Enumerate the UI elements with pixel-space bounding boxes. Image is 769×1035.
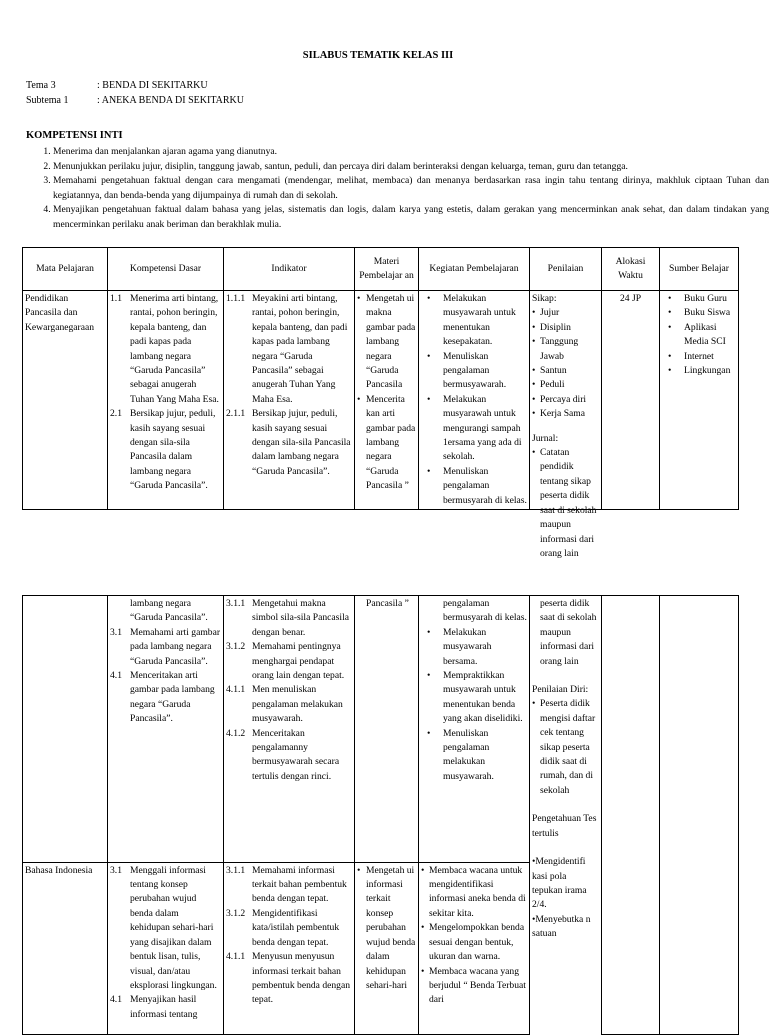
cell-mapel-bindo: Bahasa Indonesia <box>25 864 93 876</box>
header-kegiatan: Kegiatan Pembelajaran <box>419 248 530 291</box>
list-item: • Jujur <box>532 306 599 320</box>
list-item: • Mencerita kan arti gambar pada lambang negara “Garuda Pancasila ” <box>357 393 416 494</box>
item-text: Menceritakan arti gambar pada lambang negara “Garuda Pancasila”. <box>130 670 215 725</box>
item-text: Bersikap jujur, peduli, kasih sayang sesuai dengan sila-sila Pancasila dalam lambang negara “Garuda Pancasila”. <box>252 408 351 477</box>
item-text: Mengetah ui makna gambar pada lambang negara “Garuda Pancasila <box>366 293 416 391</box>
list-item: • Menuliskan pengalaman bermusyawarah. <box>421 350 527 393</box>
penilaian-item: •Mengidentifi kasi pola tepukan irama 2/4. <box>532 856 587 911</box>
list-item: • Peserta didik mengisi daftar cek tentang sikap peserta didik saat di rumah, dan di sekolah <box>532 697 599 798</box>
header-alokasi: Alokasi Waktu <box>602 248 660 291</box>
cell-kd-bindo <box>110 864 221 1029</box>
list-item <box>421 597 527 626</box>
item-text: Mengelompokkan benda sesuai dengan bentuk, ukuran dan warna. <box>429 922 525 963</box>
item-text: Peduli <box>540 379 565 391</box>
cell-kegiatan-bindo <box>421 864 527 1029</box>
cell-kegiatan-ppkn-cont <box>421 597 527 854</box>
item-text: Internet <box>684 350 714 362</box>
item-text: Menyajikan hasil informasi tentang <box>130 994 198 1020</box>
cell-kegiatan-ppkn <box>421 292 527 504</box>
item-text: Membaca wacana yang berjudul “ Benda Terbuat dari <box>429 965 526 1006</box>
item-text: Mempraktikkan musyawarah untuk menentukan benda yang akan diselidiki. <box>443 670 523 725</box>
item-text-continued: Pancasila ” <box>366 598 409 609</box>
header-indikator: Indikator <box>224 248 355 291</box>
item-text: Disiplin <box>540 321 571 333</box>
header-mapel: Mata Pelajaran <box>23 248 108 291</box>
syllabus-table-part1 <box>22 247 739 559</box>
item-text: Catatan pendidik tentang sikap peserta didik saat di sekolah maupun informasi dari orang lain <box>540 447 597 559</box>
item-text: Bersikap jujur, peduli, kasih sayang sesuai dengan sila-sila Pancasila dalam lambang negara “Garuda Pancasila”. <box>130 408 216 492</box>
list-item: • Tanggung Jawab <box>532 335 599 364</box>
list-item: 2. Menunjukkan perilaku jujur, disiplin, tanggung jawab, santun, peduli, dan percaya diri dalam berinteraksi dengan keluarga, teman, guru dan tetangga. <box>53 160 769 175</box>
item-text: Memahami pentingnya menghargai pendapat orang lain dengan tepat. <box>252 641 345 682</box>
list-item <box>110 597 221 626</box>
item-text: Buku Guru <box>684 293 727 304</box>
item-text-continued: peserta didik saat di sekolah maupun informasi dari orang lain <box>540 598 597 667</box>
item-text: Aplikasi Media SCI <box>684 321 726 348</box>
item-text: Menyusun menyusun informasi terkait bahan pembentuk benda dengan tepat. <box>252 951 351 1006</box>
list-item: • Mengelompokkan benda sesuai dengan bentuk, ukuran dan warna. <box>421 921 527 964</box>
cell-kd-ppkn-cont <box>110 597 221 854</box>
list-item <box>226 640 352 683</box>
item-number: 1.1 <box>110 293 122 304</box>
list-item: • Membaca wacana untuk mengidentifikasi informasi aneka benda di sekitar kita. <box>421 864 527 922</box>
list-item: • Lingkungan <box>662 364 736 378</box>
list-item: • Aplikasi Media SCI <box>662 321 736 350</box>
subtema-value: : ANEKA BENDA DI SEKITARKU <box>97 95 244 106</box>
list-item: • Menuliskan pengalaman bermusyarah di kelas. <box>421 465 527 508</box>
item-number: 4.1.2 <box>226 727 246 739</box>
list-item: 1. Menerima dan menjalankan ajaran agama yang dianutnya. <box>53 145 769 160</box>
list-item <box>110 993 221 1022</box>
list-item <box>226 864 352 907</box>
list-item <box>226 683 352 726</box>
penilaian-sikap-label: Sikap: <box>532 293 557 304</box>
item-number: 4.1.1 <box>226 951 246 963</box>
list-item: • Kerja Sama <box>532 407 599 421</box>
cell-materi-ppkn <box>357 292 416 504</box>
list-item: • Santun <box>532 364 599 378</box>
list-item: • Disiplin <box>532 321 599 335</box>
list-item: • Melakukan musyawarah bersama. <box>421 626 527 669</box>
list-item: • Percaya diri <box>532 393 599 407</box>
list-item: • Internet <box>662 350 736 364</box>
item-number: 4.1 <box>110 994 122 1006</box>
item-number: 3.1.2 <box>226 907 246 919</box>
penilaian-jurnal-label: Jurnal: <box>532 432 559 444</box>
cell-indikator-ppkn-cont <box>226 597 352 854</box>
item-number: 3.1 <box>110 864 122 876</box>
list-item <box>110 669 221 727</box>
document-title: SILABUS TEMATIK KELAS III <box>302 50 454 61</box>
item-text: Menerima arti bintang, rantai, pohon beringin, kepala banteng, dan padi kapas pada lambang negara “Garuda Pancasila” sebagai anugerah Tuhan Yang Maha Esa. <box>130 293 219 405</box>
cell-indikator-bindo <box>226 864 352 1029</box>
cell-mapel-ppkn: Pendidikan Pancasila dan Kewarganegaraan <box>25 293 95 333</box>
list-item: 3. Memahami pengetahuan faktual dengan cara mengamati (mendengar, melihat, membaca) dan menanya berdasarkan rasa ingin tahu tentang dirinya, makhluk ciptaan Tuhan dan kegiatannya, dan benda-benda yang dijumpainya di rumah dan di sekolah. <box>53 174 769 203</box>
item-text: Memahami informasi terkait bahan pembentuk benda dengan tepat. <box>252 864 347 905</box>
list-item: • Mengetah ui informasi terkait konsep perubahan wujud benda dalam kehidupan sehari-hari <box>357 864 416 994</box>
kompetensi-inti-heading: KOMPETENSI INTI <box>26 130 123 141</box>
item-text: Menuliskan pengalaman bermusyawarah. <box>443 350 507 391</box>
item-text: Menceritakan pengalamanny bermusyawarah secara tertulis dengan rinci. <box>252 727 340 782</box>
list-item: • Mempraktikkan musyawarah untuk menentukan benda yang akan diselidiki. <box>421 669 527 727</box>
item-text: Tanggung Jawab <box>540 336 579 362</box>
cell-penilaian-cont <box>532 597 599 1017</box>
list-item <box>110 626 221 669</box>
syllabus-table-part2 <box>22 595 739 1035</box>
header-penilaian: Penilaian <box>530 248 602 291</box>
item-number: 3.1.1 <box>226 864 246 876</box>
header-sumber: Sumber Belajar <box>660 248 739 291</box>
list-item: • Mengetah ui makna gambar pada lambang negara “Garuda Pancasila <box>357 292 416 393</box>
kompetensi-inti-list <box>26 145 769 232</box>
list-item: • Peduli <box>532 378 599 392</box>
item-text: Jujur <box>540 307 560 319</box>
item-text: Menuliskan pengalaman bermusyarah di kelas. <box>443 465 527 506</box>
item-text: Buku Siswa <box>684 307 731 319</box>
item-number: 4.1 <box>110 670 122 682</box>
penilaian-pengetahuan-label: Pengetahuan Tes tertulis <box>532 813 597 839</box>
item-text: Meyakini arti bintang, rantai, pohon beringin, kepala banteng, dan padi kapas pada lambang negara “Garuda Pancasila” sebagai anugerah Tuhan Yang Maha Esa. <box>252 293 348 405</box>
cell-indikator-ppkn <box>226 292 352 504</box>
list-item: • Membaca wacana yang berjudul “ Benda Terbuat dari <box>421 965 527 1008</box>
list-item <box>226 407 352 479</box>
item-text: Mengetah ui informasi terkait konsep perubahan wujud benda dalam kehidupan sehari-hari <box>366 864 416 991</box>
list-item: • Buku Guru <box>662 292 736 306</box>
item-text-continued: lambang negara “Garuda Pancasila”. <box>130 598 208 624</box>
item-text: Percaya diri <box>540 393 587 405</box>
item-text: Melakukan musyarawah untuk mengurangi sampah 1ersama yang ada di sekolah. <box>443 393 522 463</box>
list-item: • Menuliskan pengalaman melakukan musyawarah. <box>421 727 527 785</box>
tema-label: Tema 3 <box>26 80 56 91</box>
item-text: Mengetahui makna simbol sila-sila Pancasila dengan benar. <box>252 598 349 638</box>
list-item <box>226 907 352 950</box>
item-text: Melakukan musyawarah untuk menentukan kesepakatan. <box>443 293 516 348</box>
item-number: 2.1 <box>110 408 122 420</box>
item-text-continued: pengalaman bermusyarah di kelas. <box>443 598 527 624</box>
list-item: • Melakukan musyawarah untuk menentukan kesepakatan. <box>421 292 527 350</box>
list-item <box>226 950 352 1008</box>
list-item <box>226 597 352 640</box>
list-item <box>532 597 599 669</box>
subtema-label: Subtema 1 <box>26 95 69 106</box>
item-number: 2.1.1 <box>226 408 246 420</box>
item-text: Membaca wacana untuk mengidentifikasi informasi aneka benda di sekitar kita. <box>429 864 526 919</box>
item-number: 3.1.1 <box>226 598 246 609</box>
cell-materi-ppkn-cont <box>357 597 416 854</box>
list-item: • Buku Siswa <box>662 306 736 320</box>
header-materi: Materi Pembelajar an <box>355 248 419 291</box>
list-item <box>110 864 221 994</box>
list-item: 4. Menyajikan pengetahuan faktual dalam bahasa yang jelas, sistematis dan logis, dalam karya yang estetis, dalam gerakan yang mencerminkan anak sehat, dan dalam tindakan yang mencerminkan perilaku anak beriman dan berakhlak mulia. <box>53 203 769 232</box>
item-number: 3.1 <box>110 626 122 638</box>
item-text: Santun <box>540 365 567 377</box>
item-number: 4.1.1 <box>226 684 246 696</box>
list-item <box>357 597 416 611</box>
item-text: Menggali informasi tentang konsep perubahan wujud benda dalam kehidupan sehari-hari yang disajikan dalam bentuk lisan, tulis, visual, dan/atau eksplorasi lingkungan. <box>130 864 217 991</box>
penilaian-diri-label: Penilaian Diri: <box>532 684 589 696</box>
item-text: Men menuliskan pengalaman melakukan musyawarah. <box>252 684 343 725</box>
list-item: • Catatan pendidik tentang sikap peserta didik saat di sekolah maupun informasi dari orang lain <box>532 446 599 561</box>
item-number: 3.1.2 <box>226 641 246 653</box>
item-text: Peserta didik mengisi daftar cek tentang sikap peserta didik saat di rumah, dan di sekolah <box>540 698 596 796</box>
list-item <box>226 727 352 785</box>
cell-kd-ppkn <box>110 292 221 504</box>
cell-penilaian <box>532 292 599 559</box>
header-kompetensi-dasar: Kompetensi Dasar <box>108 248 224 291</box>
item-text: Mencerita kan arti gambar pada lambang negara “Garuda Pancasila ” <box>366 393 416 492</box>
cell-materi-bindo <box>357 864 416 1029</box>
item-number: 1.1.1 <box>226 293 246 304</box>
item-text: Kerja Sama <box>540 408 586 420</box>
cell-alokasi: 24 JP <box>619 293 642 304</box>
list-item <box>110 407 221 493</box>
list-item: • Melakukan musyarawah untuk mengurangi sampah 1ersama yang ada di sekolah. <box>421 393 527 465</box>
item-text: Melakukan musyawarah bersama. <box>443 626 492 667</box>
list-item <box>226 292 352 407</box>
item-text: Lingkungan <box>684 365 731 377</box>
item-text: Mengidentifikasi kata/istilah pembentuk benda dengan tepat. <box>252 907 340 948</box>
penilaian-item: •Menyebutka n satuan <box>532 913 591 940</box>
cell-sumber <box>662 292 736 504</box>
list-item <box>110 292 221 407</box>
item-text: Memahami arti gambar pada lambang negara “Garuda Pancasila”. <box>130 626 221 667</box>
tema-value: : BENDA DI SEKITARKU <box>97 80 208 91</box>
item-text: Menuliskan pengalaman melakukan musyawarah. <box>443 727 494 782</box>
